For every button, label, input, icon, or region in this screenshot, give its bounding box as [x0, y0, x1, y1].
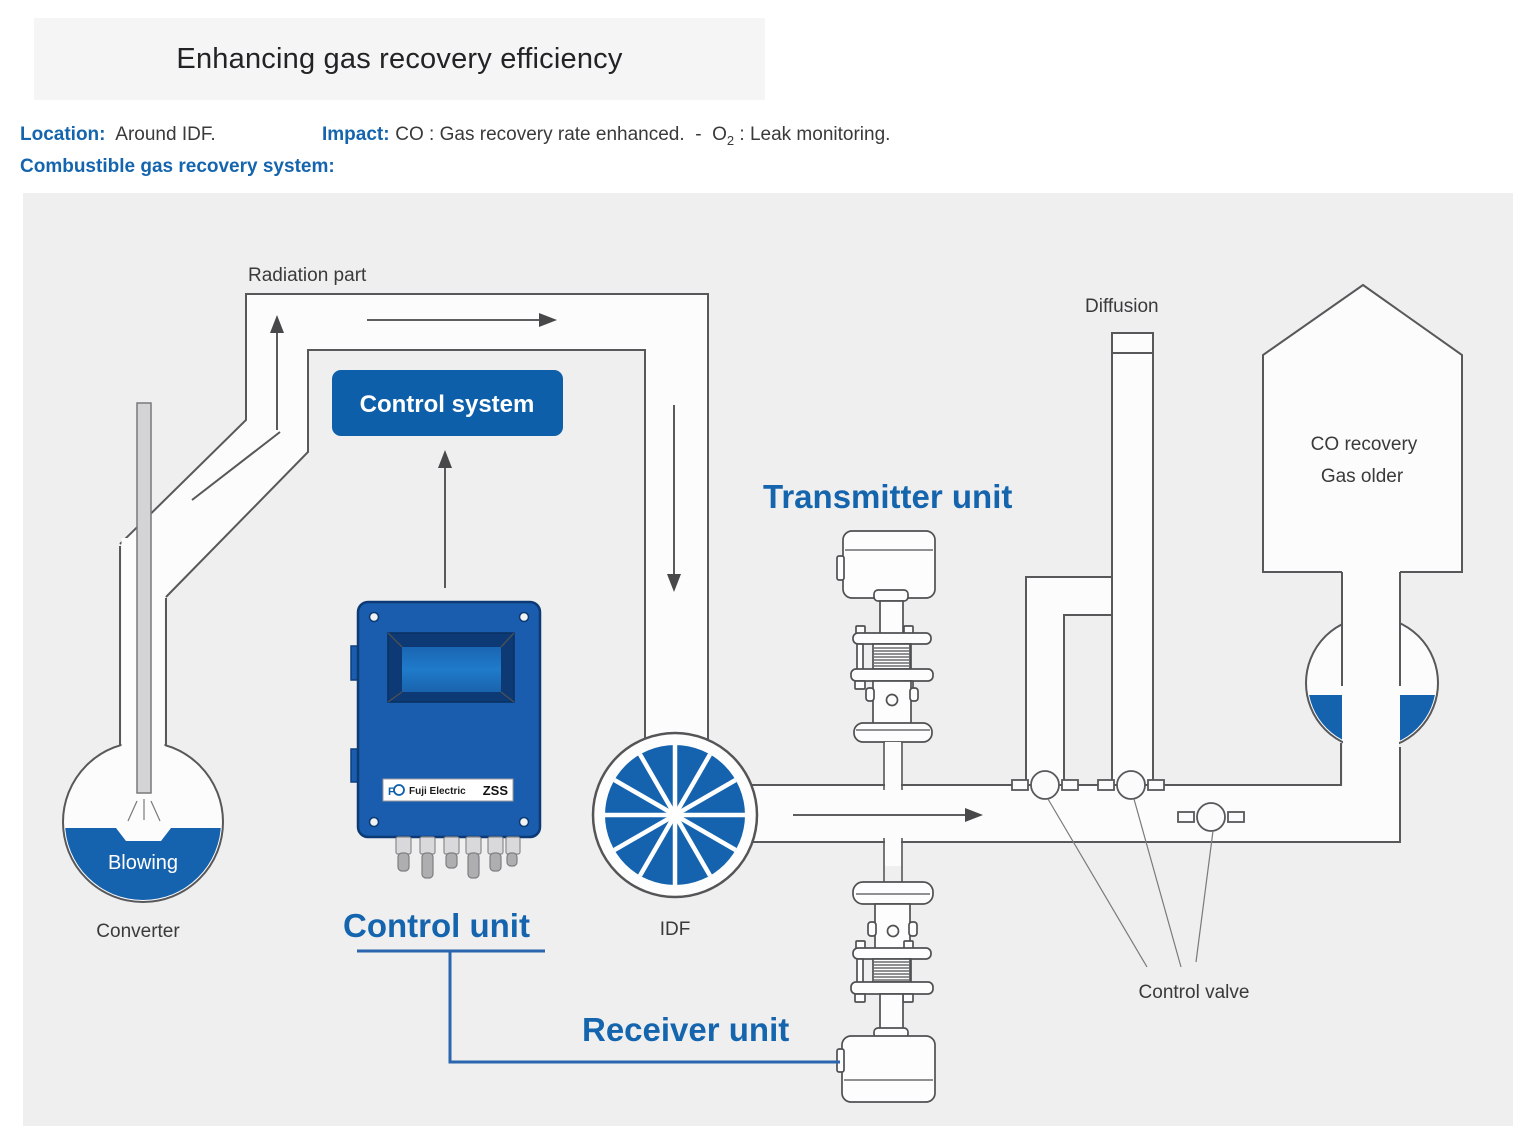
transmitter-unit-label: Transmitter unit [763, 478, 1013, 515]
control-unit-label: Control unit [343, 907, 530, 944]
fan-hub [668, 808, 682, 822]
location-label: Location: [20, 124, 106, 145]
receiver-upper-flange [853, 948, 931, 959]
holder-neck-body [1343, 570, 1399, 686]
control-unit-nameplate [383, 779, 513, 801]
receiver-mount-disk [853, 882, 933, 904]
transmitter-lower-flange [851, 669, 933, 681]
transmitter-mount-disk [854, 723, 932, 742]
receiver-probe-fill [885, 834, 901, 866]
control-unit-screen [388, 633, 514, 702]
diffusion-label: Diffusion [1085, 296, 1159, 317]
diffusion-stack-body [1112, 333, 1153, 785]
co-recovery-label-2: Gas older [1320, 466, 1404, 487]
transmitter-head [843, 531, 935, 598]
receiver-lower-flange [851, 982, 933, 994]
receiver-unit-label: Receiver unit [582, 1011, 790, 1048]
page-title: Enhancing gas recovery efficiency [176, 42, 623, 75]
control-system-label: Control system [359, 391, 535, 418]
control-valve-label: Control valve [1138, 982, 1250, 1003]
brand-label: Fuji Electric [409, 786, 466, 797]
transmitter-neck [880, 601, 903, 634]
impact-value: CO : Gas recovery rate enhanced. - $O_2$ : Leak monitoring. [390, 124, 891, 148]
system-label: Combustible gas recovery system: [20, 156, 335, 177]
converter-lance [137, 403, 151, 793]
riser-body [1343, 741, 1399, 842]
co-recovery-label-1: CO recovery [1310, 434, 1418, 455]
control-unit-device [351, 602, 540, 878]
location-value: Around IDF. [110, 124, 216, 145]
radiation-part-label: Radiation part [248, 265, 367, 286]
transmitter-collar [874, 590, 908, 601]
fuji-logo-icon: F [388, 786, 395, 798]
converter-label: Converter [96, 921, 180, 942]
receiver-sight-glass [888, 926, 899, 937]
transmitter-sight-glass [887, 695, 898, 706]
idf-label: IDF [659, 919, 691, 940]
transmitter-probe-fill [885, 742, 901, 792]
blowing-label: Blowing [107, 852, 179, 874]
main-pipe-body [720, 785, 1400, 842]
model-label: ZSS [482, 783, 508, 798]
receiver-neck [880, 994, 903, 1030]
impact-label: Impact: [322, 124, 390, 145]
transmitter-head-tab [837, 556, 844, 580]
receiver-head [842, 1036, 935, 1102]
transmitter-upper-flange [853, 633, 931, 644]
